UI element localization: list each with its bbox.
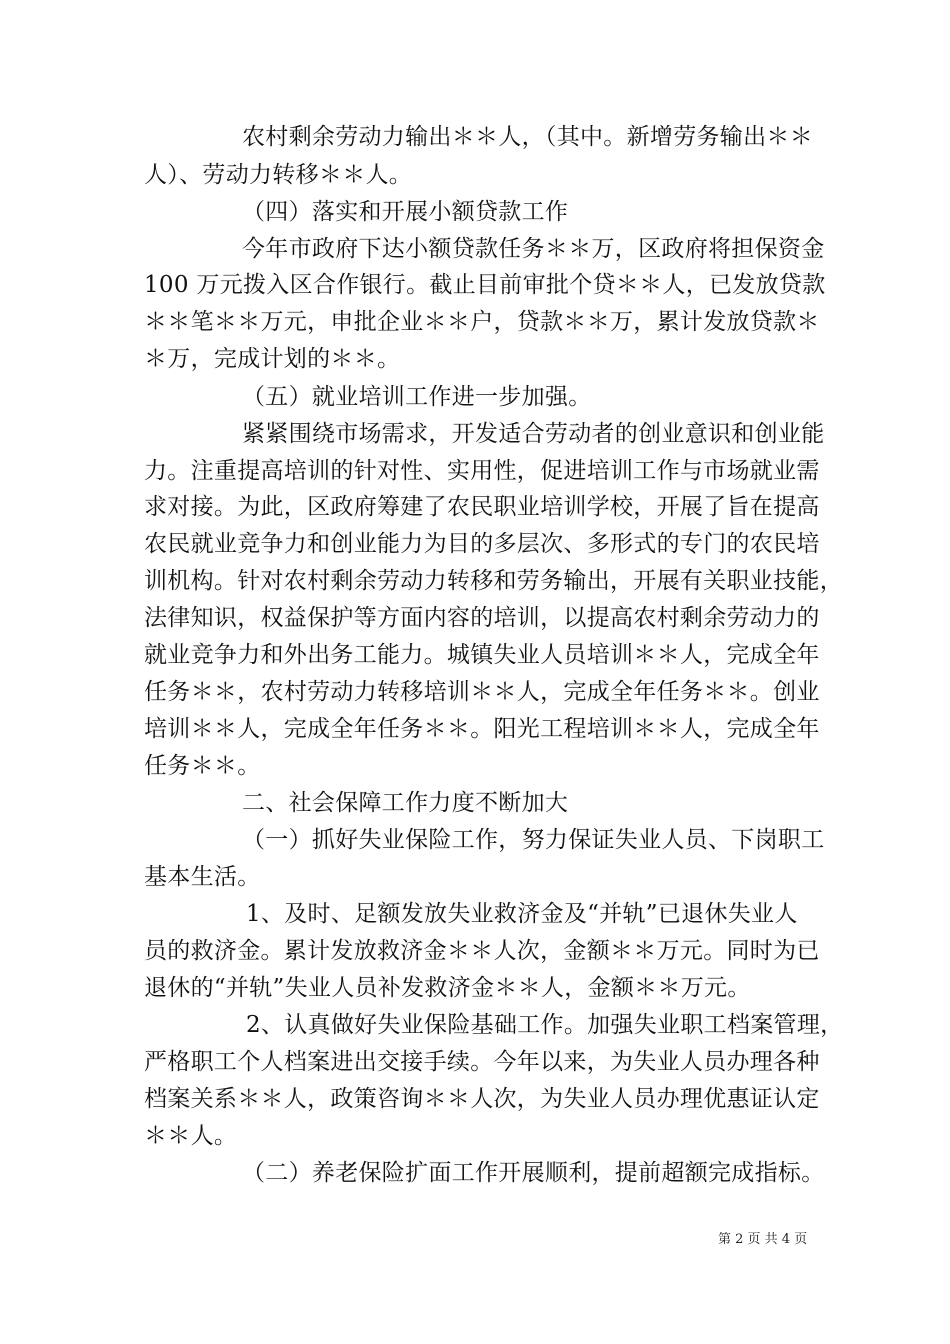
text-line: 严格职工个人档案进出交接手续。今年以来，为失业人员办理各种 (144, 1049, 820, 1075)
text-line: 2、认真做好失业保险基础工作。加强失业职工档案管理， (246, 1012, 844, 1038)
text-line: 基本生活。 (144, 864, 261, 890)
text-line: 培训＊＊人，完成全年任务＊＊。阳光工程培训＊＊人，完成全年 (144, 716, 820, 742)
text-line: （一）抓好失业保险工作，努力保证失业人员、下岗职工 (242, 827, 825, 853)
text-line: 农村剩余劳动力输出＊＊人，（其中。新增劳务输出＊＊ (242, 124, 813, 150)
text-line: ＊万，完成计划的＊＊。 (144, 346, 401, 372)
text-line: 退休的“并轨”失业人员补发救济金＊＊人，金额＊＊万元。 (144, 975, 751, 1001)
text-line: （四）落实和开展小额贷款工作 (242, 199, 569, 225)
text-line: 就业竞争力和外出务工能力。城镇失业人员培训＊＊人，完成全年 (144, 642, 820, 668)
text-line: 人）、劳动力转移＊＊人。 (144, 162, 413, 188)
text-line: 紧紧围绕市场需求，开发适合劳动者的创业意识和创业能 (242, 421, 825, 447)
text-line: （五）就业培训工作进一步加强。 (242, 384, 592, 410)
page-footer: 第 2 页 共 4 页 (718, 1232, 808, 1247)
text-line: 法律知识，权益保护等方面内容的培训，以提高农村剩余劳动力的 (144, 605, 820, 631)
text-line: 今年市政府下达小额贷款任务＊＊万，区政府将担保资金 (242, 236, 825, 262)
text-line: ＊＊笔＊＊万元，申批企业＊＊户，贷款＊＊万，累计发放贷款＊ (144, 309, 820, 335)
text-line: 农民就业竞争力和创业能力为目的多层次、多形式的专门的农民培 (144, 531, 820, 557)
text-line: 训机构。针对农村剩余劳动力转移和劳务输出，开展有关职业技能， (144, 568, 843, 594)
text-line: 1、及时、足额发放失业救济金及“并轨”已退休失业人 (246, 901, 798, 927)
text-line: 任务＊＊。 (144, 753, 261, 779)
text-line: 求对接。为此，区政府筹建了农民职业培训学校，开展了旨在提高 (144, 494, 820, 520)
text-line: （二）养老保险扩面工作开展顺利，提前超额完成指标。 (242, 1160, 825, 1186)
text-line: 员的救济金。累计发放救济金＊＊人次，金额＊＊万元。同时为已 (144, 938, 820, 964)
text-line: 100 万元拨入区合作银行。截止目前审批个贷＊＊人，已发放贷款 (144, 272, 826, 298)
text-line: 档案关系＊＊人，政策咨询＊＊人次，为失业人员办理优惠证认定 (144, 1086, 820, 1112)
text-line: 任务＊＊，农村劳动力转移培训＊＊人，完成全年任务＊＊。创业 (144, 679, 820, 705)
text-line: 力。注重提高培训的针对性、实用性，促进培训工作与市场就业需 (144, 458, 820, 484)
text-line: ＊＊人。 (144, 1123, 238, 1149)
text-line: 二、社会保障工作力度不断加大 (242, 790, 569, 816)
